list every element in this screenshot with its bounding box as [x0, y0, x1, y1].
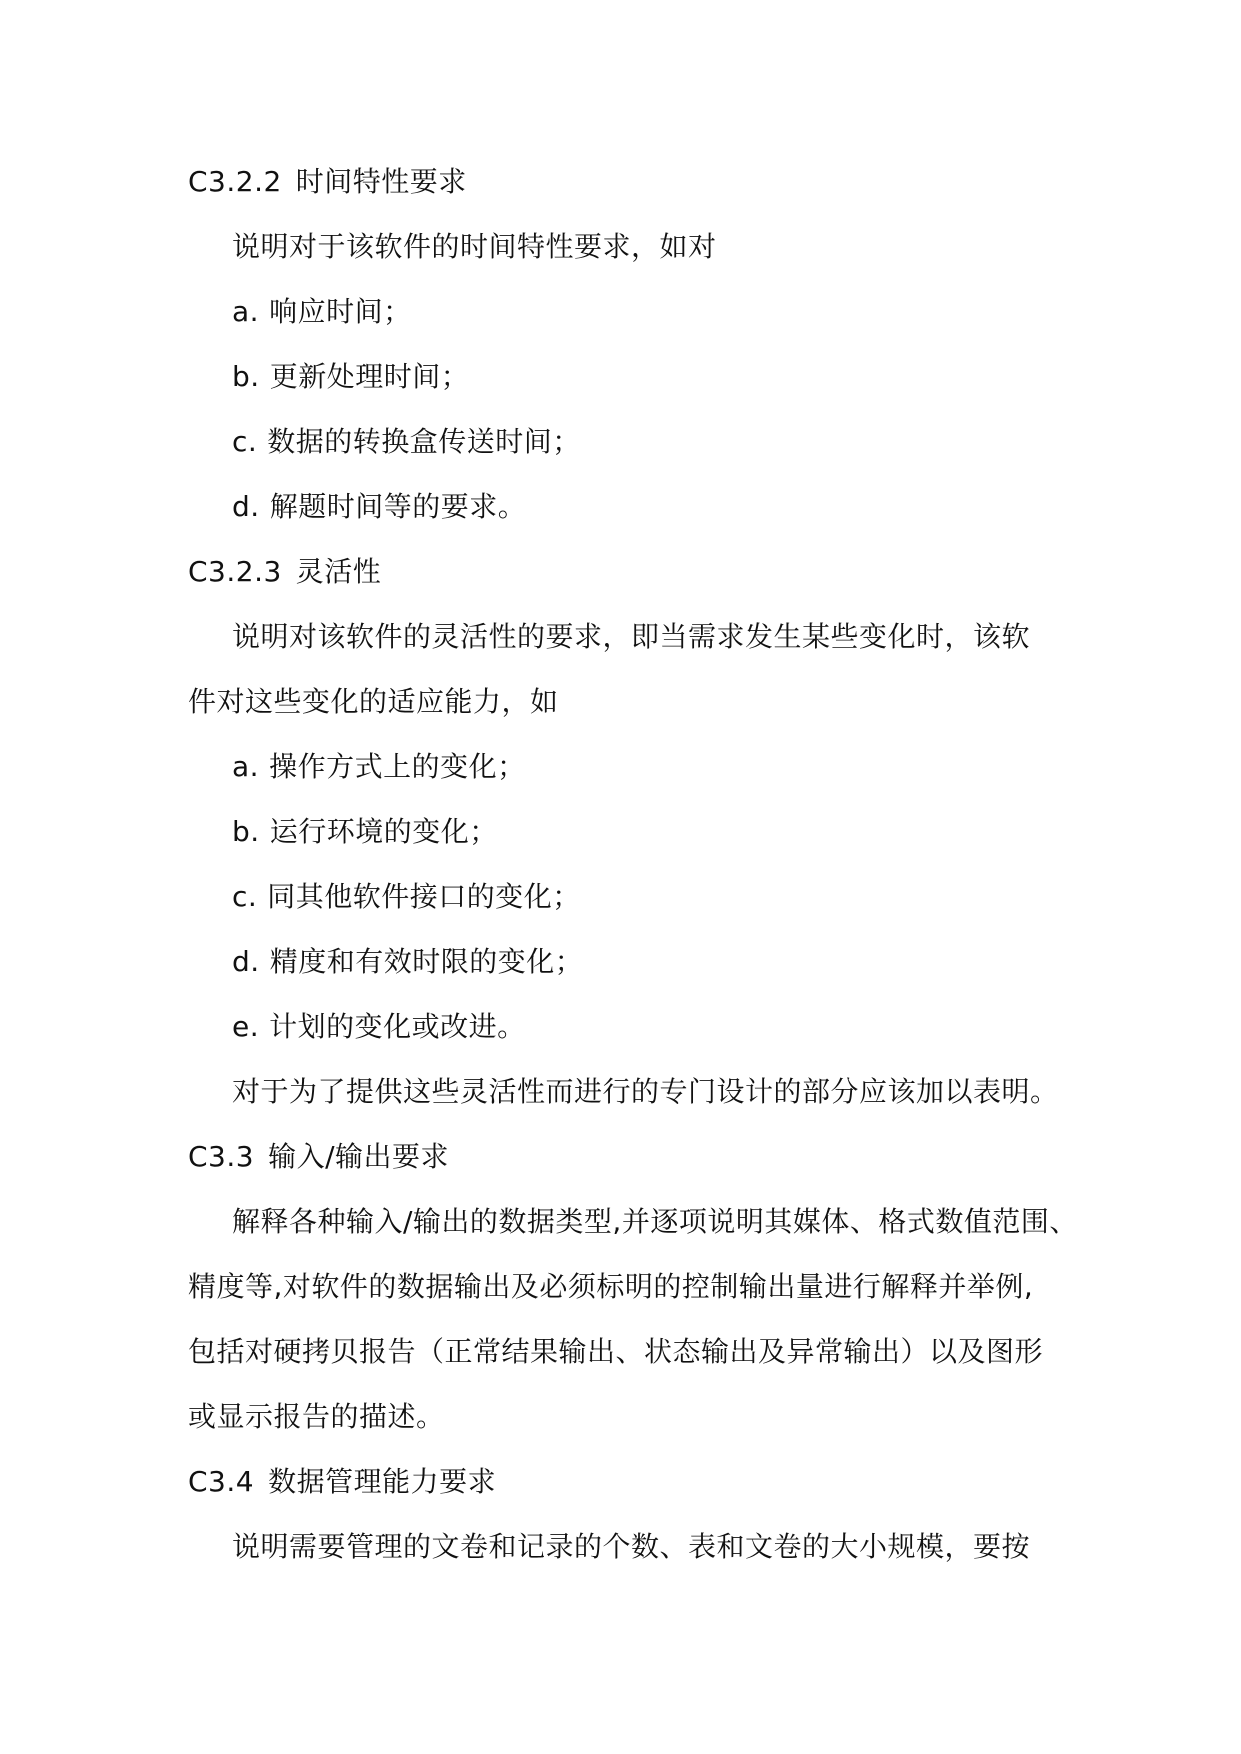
section-number: C3.3	[188, 1140, 255, 1173]
list-marker: d.	[232, 945, 260, 978]
section-title: 灵活性	[295, 555, 382, 588]
paragraph: 说明对该软件的灵活性的要求，即当需求发生某些变化时，该软	[232, 620, 1031, 653]
list-item-text: 解题时间等的要求。	[269, 490, 527, 523]
list-item	[232, 487, 526, 527]
paragraph: 件对这些变化的适应能力，如	[188, 685, 559, 718]
paragraph: 说明对于该软件的时间特性要求，如对	[232, 230, 717, 263]
list-item	[232, 292, 412, 332]
section-heading	[188, 1137, 449, 1177]
list-marker: a.	[232, 295, 260, 328]
list-marker: d.	[232, 490, 260, 523]
list-item	[232, 357, 469, 397]
list-item-text: 同其他软件接口的变化；	[267, 880, 581, 913]
list-item-text: 数据的转换盒传送时间；	[267, 425, 581, 458]
section-title: 数据管理能力要求	[268, 1465, 497, 1498]
list-marker: b.	[232, 360, 260, 393]
list-item	[232, 747, 526, 787]
list-item-text: 计划的变化或改进。	[269, 1010, 526, 1043]
section-heading	[188, 162, 467, 202]
section-title: 时间特性要求	[295, 165, 467, 198]
list-item	[232, 942, 583, 982]
paragraph: 包括对硬拷贝报告（正常结果输出、状态输出及异常输出）以及图形	[188, 1335, 1044, 1368]
paragraph: 说明需要管理的文卷和记录的个数、表和文卷的大小规模，要按	[232, 1530, 1031, 1563]
list-item-text: 响应时间；	[269, 295, 412, 328]
list-item-text: 操作方式上的变化；	[269, 750, 526, 783]
list-item	[232, 812, 498, 852]
paragraph: 或显示报告的描述。	[188, 1400, 445, 1433]
list-marker: a.	[232, 750, 260, 783]
list-marker: c.	[232, 425, 258, 458]
list-marker: c.	[232, 880, 258, 913]
list-item-text: 更新处理时间；	[269, 360, 470, 393]
section-title: 输入/输出要求	[268, 1140, 450, 1173]
section-heading	[188, 1462, 496, 1502]
list-item	[232, 422, 581, 462]
section-heading	[188, 552, 381, 592]
section-number: C3.2.3	[188, 555, 282, 588]
list-item	[232, 877, 581, 917]
paragraph: 解释各种输入/输出的数据类型,并逐项说明其媒体、格式数值范围、	[232, 1205, 1078, 1238]
list-marker: e.	[232, 1010, 260, 1043]
list-item	[232, 1007, 526, 1047]
section-number: C3.4	[188, 1465, 255, 1498]
list-item-text: 精度和有效时限的变化；	[269, 945, 584, 978]
list-item-text: 运行环境的变化；	[269, 815, 498, 848]
section-number: C3.2.2	[188, 165, 282, 198]
list-marker: b.	[232, 815, 260, 848]
paragraph: 对于为了提供这些灵活性而进行的专门设计的部分应该加以表明。	[232, 1075, 1059, 1108]
paragraph: 精度等,对软件的数据输出及必须标明的控制输出量进行解释并举例,	[188, 1270, 1034, 1303]
